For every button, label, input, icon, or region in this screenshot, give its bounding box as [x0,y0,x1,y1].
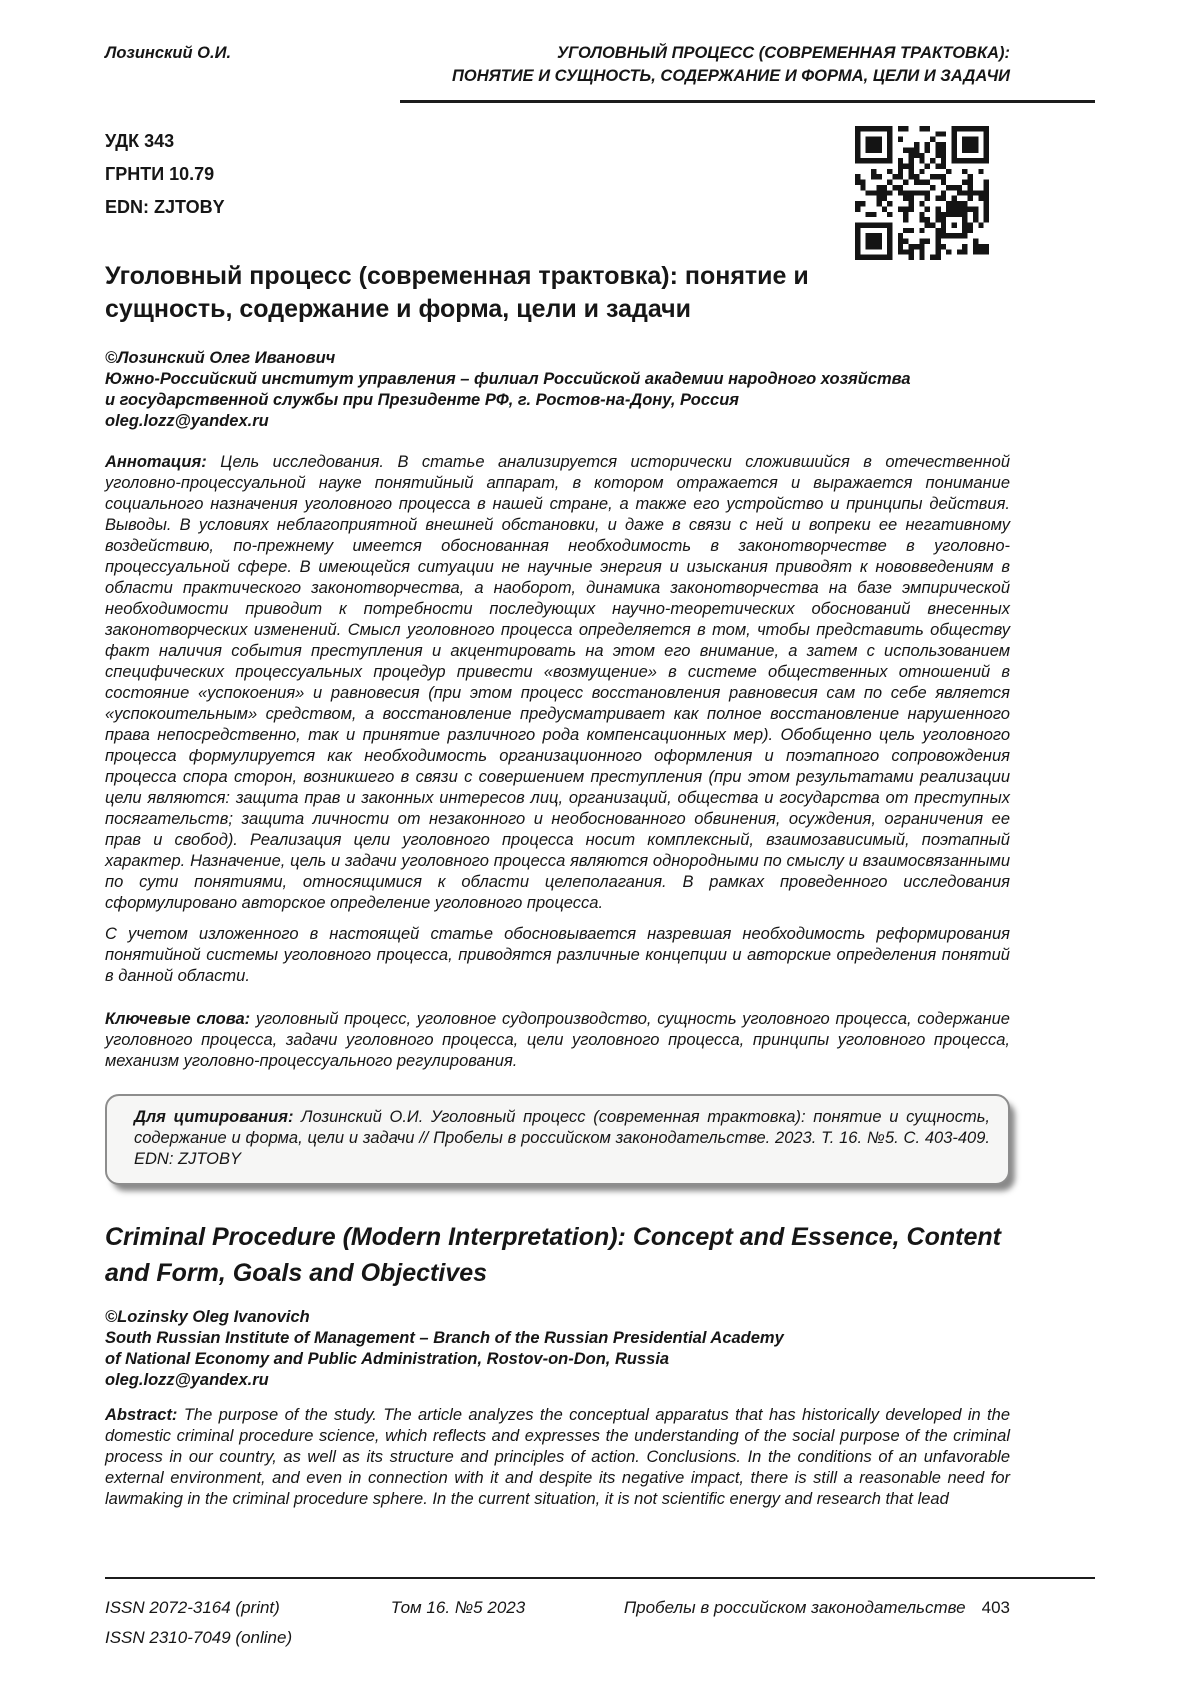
issn-block [105,1593,292,1653]
running-head-title-line1: УГОЛОВНЫЙ ПРОЦЕСС (СОВРЕМЕННАЯ ТРАКТОВКА): [556,44,1010,62]
volume-info: Том 16. №5 2023 [390,1598,526,1617]
abstract-ru-paragraph2: С учетом изложенного в настоящей статье обосновывается назревшая необходимость реформирования понятийной системы уголовного процесса, приводятся различные концепции и авторские определения понятий в данной области. [105,925,1010,985]
author-name-ru: ©Лозинский Олег Иванович [105,349,336,367]
article-title-ru: Уголовный процесс (современная трактовка): понятие и сущность, содержание и форма, цели и задачи [105,262,809,323]
issn-print: ISSN 2072-3164 (print) [105,1598,280,1617]
qr-code [855,126,989,260]
author-block-ru [105,348,1010,432]
author-block-en [105,1307,1010,1391]
page-footer [105,1577,1095,1653]
abstract-ru [105,452,1010,914]
journal-name: Пробелы в российском законодательстве [623,1598,966,1617]
abstract-ru-text: Цель исследования. В статье анализируется исторически сложившийся в отечественной уголовно-процессуальной науке понятийный аппарат, в котором отражается и выражается понимание социального назначения уголовного процесса в нашей стране, а также его устройство и принципы действия. Выводы. В условиях неблагоприятной внешней обстановки, и даже в связи с ней и вопреки ее негативному воздействию, по-прежнему имеется обоснованная необходимость в законотворчестве в уголовно-процессуальной сфере. В имеющейся ситуации не научные энергия и изыскания приводят к нововведениям в области практического законотворчества, а наоборот, динамика законотворчества на базе эмпирической необходимости приводит к потребности последующих научно-теоретических обоснований внесенных законотворческих изменений. Смысл уголовного процесса определяется в том, чтобы представить обществу факт наличия события преступления и акцентировать на этом его внимание, а затем с использованием специфических процессуальных процедур привести «возмущение» в системе общественных отношений в состояние «успокоения» и равновесия (при этом процесс восстановления равновесия сам по себе является «успокоительным» средством, а восстановление предусматривает как полное восстановление нарушенного права непосредственно, так и принятие различного рода компенсационных мер). Обобщенно цель уголовного процесса формулируется как необходимость организационного оформления и поэтапного сопровождения процесса спора сторон, возникшего в связи с совершением преступления (при этом результатами реализации цели являются: защита прав и законных интересов лиц, организаций, общества и государства от преступных посягательств; защита личности от незаконного и необоснованного обвинения, осуждения, ограничения ее прав и свобод). Реализация цели уголовного процесса носит комплексный, взаимозависимый, поэтапный характер. Назначение, цель и задачи уголовного процесса являются однородными по смыслу и взаимосвязанными по сути понятиями, относящимися к области целеполагания. В рамках проведенного исследования сформулировано авторское определение уголовного процесса. [105,453,1010,912]
footer-rule [105,1577,1095,1579]
abstract-en [105,1405,1010,1510]
running-head-title-line2: ПОНЯТИЕ И СУЩНОСТЬ, СОДЕРЖАНИЕ И ФОРМА, ЦЕЛИ И ЗАДАЧИ [452,67,1010,85]
affiliation-ru-line1: Южно-Российский институт управления – филиал Российской академии народного хозяйства [105,370,911,388]
issn-online: ISSN 2310-7049 (online) [105,1628,293,1647]
running-head-title [452,42,1010,88]
header-rule [400,100,1095,103]
keywords-ru-label: Ключевые слова: [105,1010,251,1028]
edn-code: EDN: ZJTOBY [105,197,225,217]
citation-text: Лозинский О.И. Уголовный процесс (современная трактовка): понятие и сущность, содержание и форма, цели и задачи // Пробелы в российском законодательстве. 2023. Т. 16. №5. С. 403-409. EDN: ZJTOBY [134,1108,990,1168]
running-head [105,42,1010,88]
article-title-en: Criminal Procedure (Modern Interpretation): Concept and Essence, Content and Form, Goals and Objectives [105,1223,1001,1287]
author-email-en: oleg.lozz@yandex.ru [105,1371,269,1389]
keywords-ru-text: уголовный процесс, уголовное судопроизводство, сущность уголовного процесса, содержание уголовного процесса, задачи уголовного процесса, цели уголовного процесса, принципы уголовного процесса, механизм уголовно-процессуального регулирования. [105,1010,1010,1070]
grnti-code: ГРНТИ 10.79 [105,164,215,184]
author-email-ru: oleg.lozz@yandex.ru [105,412,269,430]
affiliation-en-line1: South Russian Institute of Management – Branch of the Russian Presidential Academy [105,1329,784,1347]
running-head-author: Лозинский О.И. [105,44,232,62]
citation-box [105,1094,1010,1185]
abstract-ru-label: Аннотация: [105,453,207,471]
affiliation-en-line2: of National Economy and Public Administration, Rostov-on-Don, Russia [105,1350,670,1368]
abstract-en-text: The purpose of the study. The article analyzes the conceptual apparatus that has historically developed in the domestic criminal procedure science, which reflects and expresses the understanding of the social purpose of the criminal process in our country, as well as its structure and principles of action. Conclusions. In the conditions of an unfavorable external environment, and even in connection with it and despite its negative impact, there is still a reasonable need for lawmaking in the criminal procedure sphere. In the current situation, it is not scientific energy and research that lead [105,1406,1010,1508]
author-name-en: ©Lozinsky Oleg Ivanovich [105,1308,310,1326]
udc-code: УДК 343 [105,131,175,151]
keywords-ru [105,1009,1010,1072]
abstract-en-label: Abstract: [105,1406,178,1424]
footer-row [105,1593,1095,1653]
journal-name-block [624,1593,1010,1623]
affiliation-ru-line2: и государственной службы при Президенте РФ, г. Ростов-на-Дону, Россия [105,391,740,409]
citation-label: Для цитирования: [134,1108,294,1126]
page-number: 403 [981,1598,1010,1617]
